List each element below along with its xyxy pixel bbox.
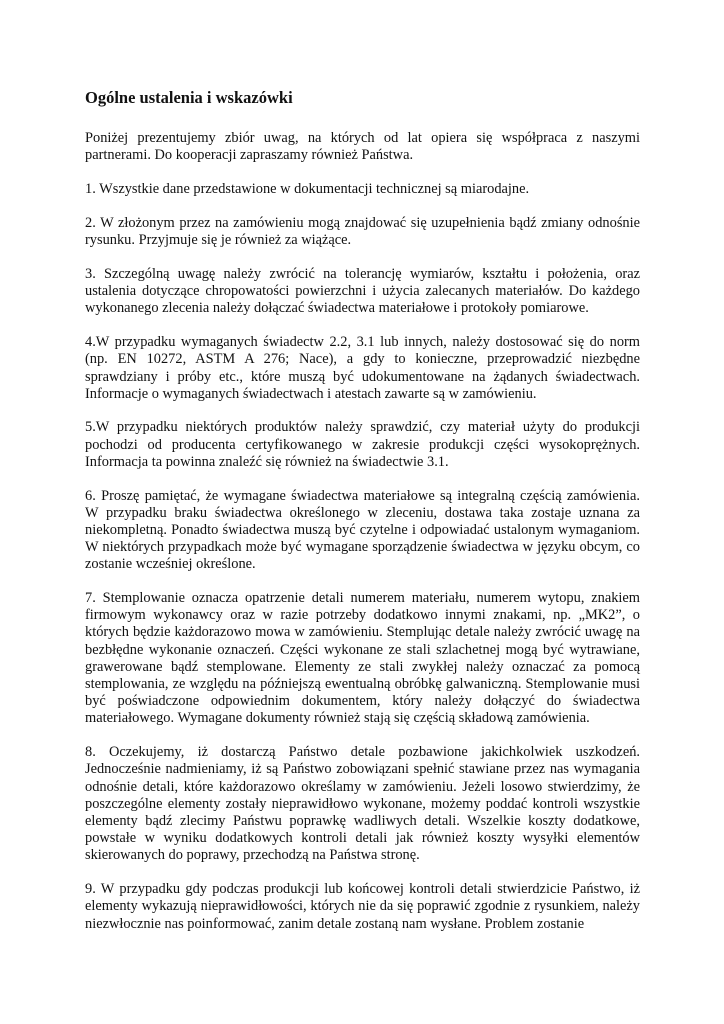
rule-paragraph-6: 6. Proszę pamiętać, że wymagane świadectwa materiałowe są integralną częścią zamówienia. W przypadku braku świadectwa określonego w zleceniu, dostawa taka zostaje uznana za niekompletną. Ponadto świadectwa muszą być czytelne i odpowiadać ustalonym wymaganiom. W niektórych przypadkach może być wymagane sporządzenie świadectwa w języku obcym, co zostanie wcześniej określone. [85, 487, 640, 573]
rule-paragraph-2: 2. W złożonym przez na zamówieniu mogą znajdować się uzupełnienia bądź zmiany odnośnie rysunku. Przyjmuje się je również za wiążące. [85, 215, 640, 249]
rule-paragraph-7: 7. Stemplowanie oznacza opatrzenie detali numerem materiału, numerem wytopu, znakiem firmowym wykonawcy oraz w razie potrzeby dodatkowo innymi znakami, np. „MK2”, o których będzie każdorazowo mowa w zamówieniu. Stemplując detale należy zwrócić uwagę na bezbłędne wykonanie oznaczeń. Części wykonane ze stali szlachetnej mogą być wytrawiane, grawerowane bądź stemplowane. Elementy ze stali zwykłej należy oznaczać za pomocą stemplowania, ze względu na późniejszą ewentualną obróbkę galwaniczną. Stemplowanie musi być poświadczone odpowiednim dokumentem, który należy dołączyć do świadectwa materiałowego. Wymagane dokumenty również stają się częścią składową zamówienia. [85, 590, 640, 727]
rule-paragraph-1: 1. Wszystkie dane przedstawione w dokumentacji technicznej są miarodajne. [85, 181, 530, 198]
document-page [85, 88, 640, 949]
rule-paragraph-8: 8. Oczekujemy, iż dostarczą Państwo detale pozbawione jakichkolwiek uszkodzeń. Jednocześnie nadmieniamy, iż są Państwo zobowiązani spełnić stawiane przez nas wymagania odnośnie detali, które każdorazowo określamy w zamówieniu. Jeżeli losowo stwierdzimy, że poszczególne elementy zostały nieprawidłowo wykonane, możemy poddać kontroli wszystkie elementy bądź zlecimy Państwu poprawkę wadliwych detali. Wszelkie koszty dodatkowe, powstałe w wyniku dodatkowych kontroli detali jak również koszty wysyłki elementów skierowanych do poprawy, przechodzą na Państwa stronę. [85, 744, 640, 864]
rule-paragraph-9: 9. W przypadku gdy podczas produkcji lub końcowej kontroli detali stwierdzicie Państwo, iż elementy wykazują nieprawidłowości, których nie da się poprawić zgodnie z rysunkiem, należy niezwłocznie nas poinformować, zanim detale zostaną nam wysłane. Problem zostanie [85, 881, 640, 932]
intro-paragraph: Poniżej prezentujemy zbiór uwag, na których od lat opiera się współpraca z naszymi partnerami. Do kooperacji zapraszamy również Państwa. [85, 130, 640, 164]
rule-paragraph-5: 5.W przypadku niektórych produktów należy sprawdzić, czy materiał użyty do produkcji pochodzi od producenta certyfikowanego w zakresie produkcji części wysokoprężnych. Informacja ta powinna znaleźć się również na świadectwie 3.1. [85, 419, 640, 470]
rule-paragraph-4: 4.W przypadku wymaganych świadectw 2.2, 3.1 lub innych, należy dostosować się do norm (np. EN 10272, ASTM A 276; Nace), a gdy to konieczne, przeprowadzić niezbędne sprawdziany i próby etc., które muszą być udokumentowane na żądanych świadectwach. Informacje o wymaganych świadectwach i atestach zawarte są w zamówieniu. [85, 334, 640, 402]
rule-paragraph-3: 3. Szczególną uwagę należy zwrócić na tolerancję wymiarów, kształtu i położenia, oraz ustalenia dotyczące chropowatości powierzchni i użycia zalecanych materiałów. Do każdego wykonanego zlecenia należy dołączać świadectwa materiałowe i protokoły pomiarowe. [85, 266, 640, 317]
page-title: Ogólne ustalenia i wskazówki [85, 88, 293, 107]
